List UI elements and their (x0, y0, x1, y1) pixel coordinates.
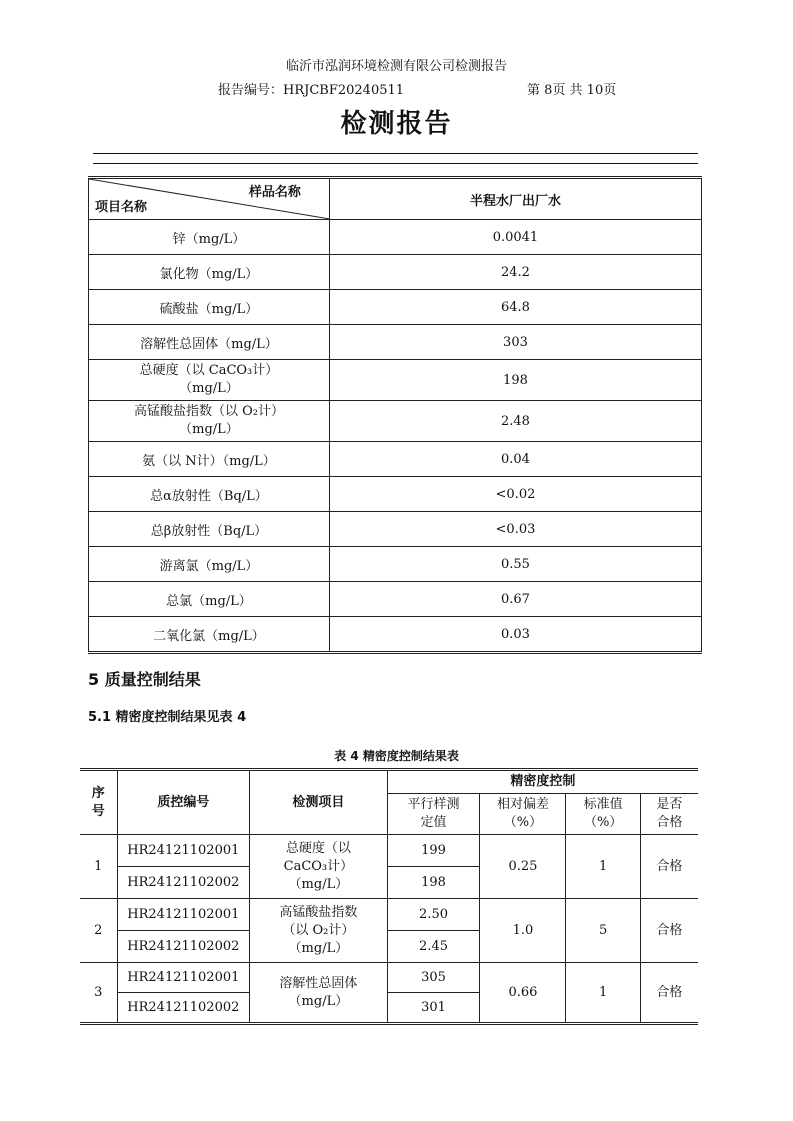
item-line: （mg/L） (288, 940, 349, 956)
table-row (89, 442, 702, 477)
header-divider-line (93, 153, 698, 154)
deviation-cell: 0.66 (480, 963, 566, 1024)
report-number: 报告编号：HRJCBF20240511 (218, 83, 405, 98)
company-report-title: 临沂市泓润环境检测有限公司检测报告 (285, 59, 507, 74)
item-cell: 总氯（mg/L） (89, 582, 330, 617)
value-cell: <0.02 (329, 477, 701, 512)
item-cell: 游离氯（mg/L） (89, 547, 330, 582)
table-row (80, 899, 698, 931)
item-cell (89, 401, 330, 442)
table-row (89, 220, 702, 255)
diagonal-header-cell (89, 178, 330, 220)
value-cell: 303 (329, 325, 701, 360)
value-cell: 24.2 (329, 255, 701, 290)
table-row (89, 360, 702, 401)
item-line: （mg/L） (179, 381, 239, 396)
qc-code-cell: HR24121102002 (117, 931, 250, 963)
deviation-cell: 1.0 (480, 899, 566, 963)
document-title: 检测报告 (340, 109, 453, 139)
parallel-value-cell: 301 (387, 993, 480, 1024)
value-cell: 0.0041 (329, 220, 701, 255)
value-cell: 64.8 (329, 290, 701, 325)
header-line: （%） (503, 815, 543, 830)
standard-cell: 5 (566, 899, 640, 963)
sample-name-label: 样品名称 (248, 185, 301, 200)
subsection-heading: 5.1 精密度控制结果见表 4 (88, 710, 247, 725)
value-cell: 198 (329, 360, 701, 401)
parallel-value-cell: 199 (387, 835, 480, 867)
test-item-cell (250, 963, 388, 1024)
qc-code-cell: HR24121102002 (117, 993, 250, 1024)
table-row (89, 512, 702, 547)
test-item-header: 检测项目 (250, 770, 388, 835)
table-header-row (80, 770, 698, 794)
parallel-value-cell: 305 (387, 963, 480, 993)
sample-column-header: 半程水厂出厂水 (329, 178, 701, 220)
test-item-cell (250, 899, 388, 963)
relative-deviation-header (480, 794, 566, 835)
header-line: 定值 (420, 815, 447, 830)
item-name-label: 项目名称 (95, 200, 148, 215)
value-cell: <0.03 (329, 512, 701, 547)
table-row (89, 401, 702, 442)
table-header-row (89, 178, 702, 220)
item-cell: 总β放射性（Bq/L） (89, 512, 330, 547)
precision-control-header: 精密度控制 (387, 770, 698, 794)
page-indicator: 第 8页 共 10页 (527, 83, 617, 98)
parallel-value-header (387, 794, 480, 835)
table-row (89, 255, 702, 290)
qc-code-cell: HR24121102001 (117, 899, 250, 931)
item-line: （以 O₂计） (282, 922, 355, 938)
table-row (89, 290, 702, 325)
item-line: 总硬度（以 CaCO₃计） (139, 363, 279, 378)
seq-cell: 3 (80, 963, 117, 1024)
item-line: 高锰酸盐指数（以 O₂计） (133, 404, 284, 419)
table-row (89, 547, 702, 582)
header-line: 相对偏差 (496, 797, 549, 812)
qualified-header (640, 794, 698, 835)
value-cell: 2.48 (329, 401, 701, 442)
value-cell: 0.04 (329, 442, 701, 477)
item-cell: 二氧化氯（mg/L） (89, 617, 330, 653)
precision-control-table (80, 768, 698, 1025)
seq-cell: 2 (80, 899, 117, 963)
qualified-cell: 合格 (640, 899, 698, 963)
item-line: （mg/L） (288, 993, 349, 1009)
header-line: （%） (583, 815, 623, 830)
item-line: （mg/L） (288, 876, 349, 892)
seq-header (80, 770, 117, 835)
qualified-cell: 合格 (640, 835, 698, 899)
item-cell: 氯化物（mg/L） (89, 255, 330, 290)
table-row (80, 963, 698, 993)
item-line: （mg/L） (179, 422, 239, 437)
deviation-cell: 0.25 (480, 835, 566, 899)
item-line: CaCO₃计） (283, 858, 354, 874)
table-row (89, 477, 702, 512)
item-cell: 硫酸盐（mg/L） (89, 290, 330, 325)
table-row (80, 835, 698, 867)
test-results-table (88, 176, 702, 654)
qc-number-header: 质控编号 (117, 770, 250, 835)
table-caption: 表 4 精密度控制结果表 (334, 749, 459, 763)
item-line: 总硬度（以 (285, 840, 351, 856)
standard-cell: 1 (566, 835, 640, 899)
header-line: 标准值 (583, 797, 623, 812)
table-row (89, 582, 702, 617)
parallel-value-cell: 2.50 (387, 899, 480, 931)
table-row (89, 617, 702, 653)
test-item-cell (250, 835, 388, 899)
item-line: 高锰酸盐指数 (279, 904, 358, 920)
header-line: 平行样测 (407, 797, 460, 812)
item-cell (89, 360, 330, 401)
item-cell: 总α放射性（Bq/L） (89, 477, 330, 512)
standard-cell: 1 (566, 963, 640, 1024)
header-line: 序 (91, 785, 105, 801)
header-line: 号 (91, 803, 105, 819)
value-cell: 0.67 (329, 582, 701, 617)
seq-cell: 1 (80, 835, 117, 899)
item-cell: 溶解性总固体（mg/L） (89, 325, 330, 360)
item-cell: 氨（以 N计）（mg/L） (89, 442, 330, 477)
section-heading: 5 质量控制结果 (88, 670, 201, 689)
header-line: 合格 (656, 815, 683, 830)
header-line: 是否 (656, 797, 683, 812)
parallel-value-cell: 2.45 (387, 931, 480, 963)
parallel-value-cell: 198 (387, 867, 480, 899)
qc-code-cell: HR24121102002 (117, 867, 250, 899)
table-row (89, 325, 702, 360)
header-divider-line-2 (93, 163, 698, 164)
qc-code-cell: HR24121102001 (117, 963, 250, 993)
item-line: 溶解性总固体 (279, 975, 358, 991)
value-cell: 0.03 (329, 617, 701, 653)
qualified-cell: 合格 (640, 963, 698, 1024)
value-cell: 0.55 (329, 547, 701, 582)
standard-value-header (566, 794, 640, 835)
qc-code-cell: HR24121102001 (117, 835, 250, 867)
item-cell: 锌（mg/L） (89, 220, 330, 255)
